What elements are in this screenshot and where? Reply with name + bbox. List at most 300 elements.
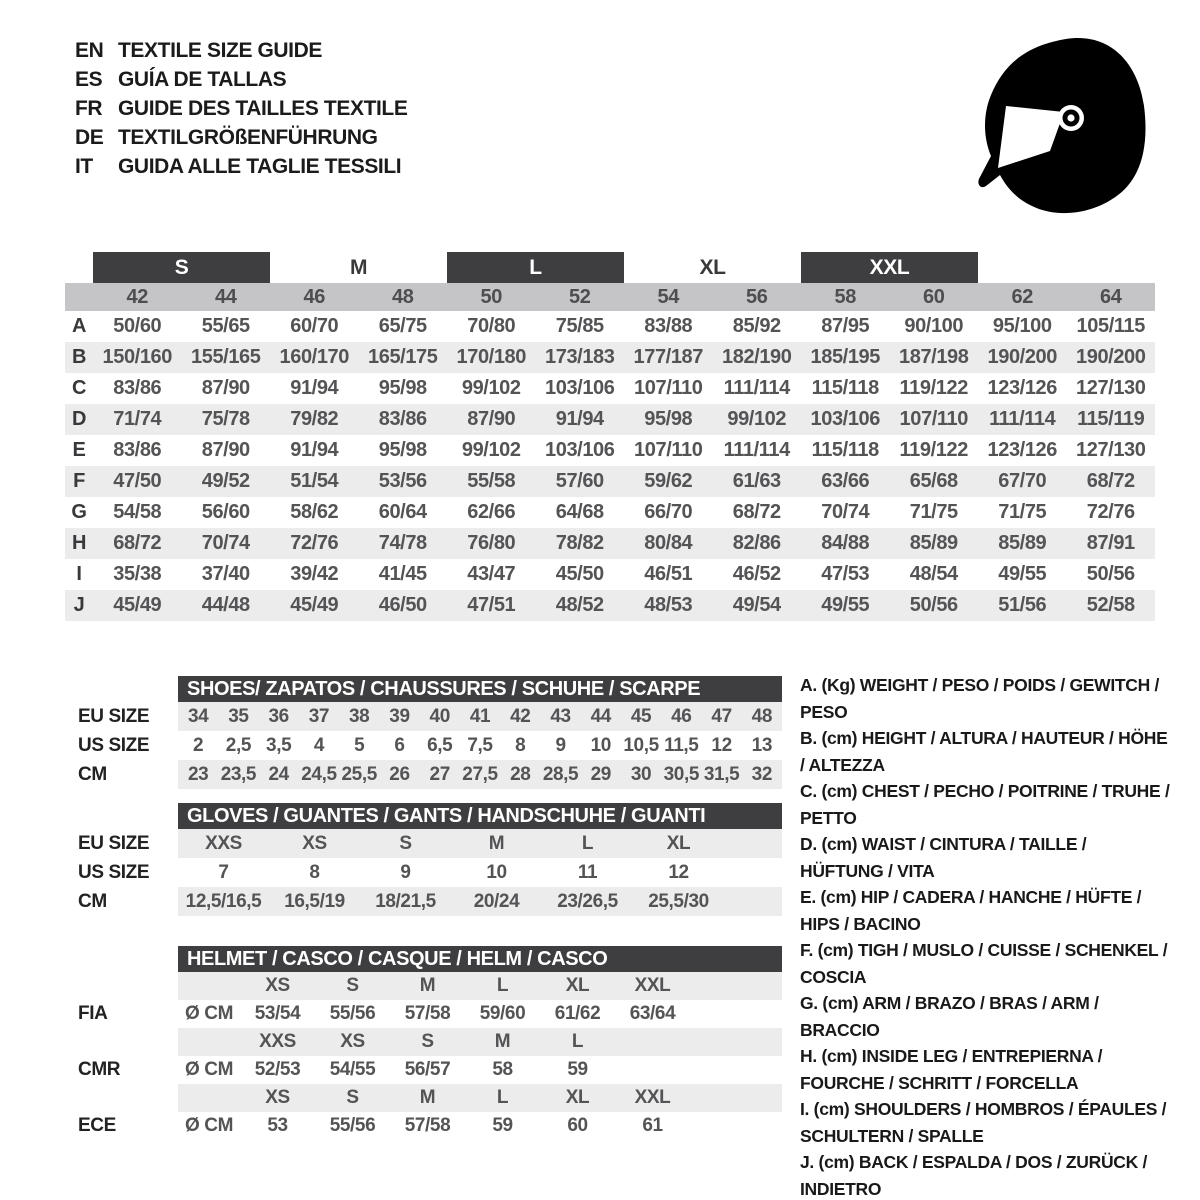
row-values	[178, 887, 782, 916]
table-row	[65, 342, 1155, 373]
table-cell: 63/64	[629, 1003, 676, 1024]
table-cell: 8	[515, 735, 526, 756]
table-cell: 45/50	[555, 563, 604, 585]
table-cell: M	[488, 833, 505, 854]
table-cell: 187/198	[899, 346, 969, 368]
table-cell: 123/126	[987, 439, 1057, 461]
table-cell: 59	[492, 1115, 513, 1136]
table-cell: 71/75	[909, 501, 958, 523]
row-label	[75, 1084, 178, 1112]
table-cell: 105/115	[1076, 315, 1145, 337]
helmet-icon	[972, 30, 1157, 218]
table-cell: 27,5	[462, 764, 498, 785]
table-cell: 103/106	[545, 439, 615, 461]
row-values	[178, 1000, 782, 1028]
row-label	[75, 1028, 178, 1056]
table-cell: 127/130	[1076, 377, 1146, 399]
row-label: E	[72, 439, 86, 461]
table-cell: 64/68	[555, 501, 604, 523]
table-cell: 18/21,5	[375, 891, 436, 912]
table-cell: 49/55	[821, 594, 870, 616]
table-cell: 70/80	[467, 315, 516, 337]
shoes-size-table	[75, 676, 782, 789]
table-row	[65, 311, 1155, 342]
table-cell: M	[419, 975, 436, 996]
table-cell: XXL	[634, 1087, 671, 1108]
table-cell: 76/80	[467, 532, 516, 554]
language-row	[75, 65, 407, 94]
table-cell: 25,5/30	[648, 891, 709, 912]
table-cell: 61/63	[732, 470, 781, 492]
table-row	[75, 829, 782, 858]
legend-item: D. (cm) WAIST / CINTURA / TAILLE / HÜFTUNG / VITA	[800, 834, 1087, 881]
column-header: 52	[569, 286, 591, 308]
row-values	[178, 1112, 782, 1140]
language-code: DE	[75, 126, 104, 149]
row-label: B	[71, 346, 87, 368]
table-cell: 12,5/16,5	[185, 891, 262, 912]
table-cell: 50/56	[1086, 563, 1135, 585]
table-cell: 63/66	[821, 470, 870, 492]
row-values	[178, 858, 782, 887]
table-cell: 49/54	[732, 594, 781, 616]
size-group-xxl: XXL	[801, 252, 978, 283]
gloves-table-header	[75, 803, 782, 829]
column-header: 54	[657, 286, 679, 308]
table-cell: XS	[302, 833, 327, 854]
table-cell: 28	[510, 764, 531, 785]
size-number-header-row	[65, 283, 1155, 311]
table-cell: 12	[668, 862, 689, 883]
column-header: 42	[126, 286, 148, 308]
table-cell: 82/86	[732, 532, 781, 554]
size-group-m: M	[349, 256, 368, 279]
table-cell: L	[571, 1031, 584, 1052]
table-cell: 49/52	[201, 470, 250, 492]
table-cell: 46/50	[378, 594, 427, 616]
table-row	[65, 559, 1155, 590]
language-code: EN	[75, 39, 104, 62]
table-cell: 11	[577, 862, 598, 883]
table-cell: 85/89	[909, 532, 958, 554]
table-cell: 115/119	[1077, 408, 1145, 430]
table-cell: 61	[642, 1115, 663, 1136]
table-cell: 182/190	[722, 346, 792, 368]
table-cell: 23	[187, 764, 209, 785]
legend-item: B. (cm) HEIGHT / ALTURA / HAUTEUR / HÖHE / ALTEZZA	[800, 728, 1168, 775]
table-cell: 53/56	[378, 470, 427, 492]
language-row	[75, 36, 407, 65]
row-values	[178, 1028, 782, 1056]
spacer	[75, 676, 178, 702]
table-cell: 190/200	[1076, 346, 1146, 368]
table-cell: XS	[265, 975, 290, 996]
table-cell: 119/122	[899, 439, 968, 461]
table-cell: 30,5	[663, 764, 700, 785]
row-label: US SIZE	[78, 862, 150, 883]
table-row	[65, 435, 1155, 466]
table-cell: 24,5	[301, 764, 337, 785]
language-row	[75, 123, 407, 152]
table-cell: 45	[630, 706, 652, 727]
guide-title: GUIDE DES TAILLES TEXTILE	[118, 97, 408, 120]
table-cell	[615, 1056, 690, 1084]
table-cell: 9	[555, 735, 566, 756]
table-cell: L	[496, 1087, 509, 1108]
table-cell: 9	[400, 862, 411, 883]
column-header: 48	[392, 286, 414, 308]
column-header: 46	[303, 286, 325, 308]
table-cell: 2	[193, 735, 204, 756]
table-cell: 75/78	[201, 408, 250, 430]
table-cell: 54/58	[113, 501, 162, 523]
table-row	[65, 404, 1155, 435]
table-row	[75, 1112, 782, 1140]
language-code: FR	[75, 97, 103, 120]
table-cell: 3,5	[266, 735, 292, 756]
helmet-size-table	[75, 946, 782, 1140]
table-cell: XXL	[634, 975, 671, 996]
table-cell: 7,5	[467, 735, 493, 756]
table-cell: 6	[394, 735, 405, 756]
table-cell: 55/58	[467, 470, 516, 492]
table-cell: 52/53	[254, 1059, 301, 1080]
table-cell: 150/160	[102, 346, 172, 368]
column-header: 62	[1011, 286, 1033, 308]
table-row	[65, 373, 1155, 404]
legend-item: G. (cm) ARM / BRAZO / BRAS / ARM / BRACCIO	[800, 993, 1099, 1040]
shoes-table-header	[75, 676, 782, 702]
table-cell: 39	[389, 706, 410, 727]
column-header: 50	[480, 286, 502, 308]
table-cell: 155/165	[191, 346, 261, 368]
table-cell: 37/40	[201, 563, 250, 585]
table-row	[75, 972, 782, 1000]
table-cell: S	[421, 1031, 434, 1052]
table-cell: 56/57	[404, 1059, 451, 1080]
size-group-xl: XL	[699, 256, 726, 279]
table-cell: 53/54	[254, 1003, 301, 1024]
table-row	[75, 760, 782, 789]
table-row	[65, 528, 1155, 559]
table-cell: 95/98	[378, 377, 427, 399]
row-label: J	[73, 594, 85, 616]
row-label: F	[73, 470, 85, 492]
table-cell: 51/54	[290, 470, 339, 492]
table-cell: 42	[510, 706, 531, 727]
size-group-s: S	[93, 252, 270, 283]
table-cell: 43	[550, 706, 571, 727]
table-cell: 84/88	[821, 532, 870, 554]
table-cell: 70/74	[201, 532, 250, 554]
table-cell: 48/52	[555, 594, 604, 616]
helmet-table-header	[75, 946, 782, 972]
table-cell: 23,5	[220, 764, 257, 785]
legend-item: J. (cm) BACK / ESPALDA / DOS / ZURÜCK / INDIETRO	[800, 1152, 1148, 1199]
row-label: C	[71, 377, 87, 399]
guide-title: GUÍA DE TALLAS	[118, 68, 287, 91]
table-cell: 2,5	[225, 735, 251, 756]
table-row	[65, 466, 1155, 497]
table-cell: S	[346, 975, 359, 996]
table-cell: 57/58	[404, 1003, 451, 1024]
table-cell: 16,5/19	[284, 891, 345, 912]
table-row	[65, 590, 1155, 621]
table-cell: 46/51	[644, 563, 693, 585]
table-cell: 55/56	[329, 1003, 376, 1024]
table-cell: 119/122	[899, 377, 968, 399]
table-row	[75, 1056, 782, 1084]
row-values	[178, 1056, 782, 1084]
table-cell: 72/76	[290, 532, 339, 554]
table-cell: 60	[567, 1115, 588, 1136]
column-header: 58	[834, 286, 856, 308]
table-row	[75, 1000, 782, 1028]
table-cell: 47/50	[113, 470, 162, 492]
table-cell: 160/170	[279, 346, 349, 368]
table-cell: 71/74	[113, 408, 162, 430]
table-cell: 123/126	[987, 377, 1057, 399]
table-cell: 90/100	[904, 315, 964, 337]
table-cell: 4	[313, 735, 325, 756]
table-cell: 56/60	[201, 501, 250, 523]
table-cell: XXS	[259, 1031, 296, 1052]
table-cell: 95/98	[378, 439, 427, 461]
table-cell: 52/58	[1086, 594, 1135, 616]
table-cell: 75/85	[555, 315, 604, 337]
table-cell: 107/110	[634, 377, 703, 399]
table-cell: 111/114	[723, 377, 790, 399]
language-code: IT	[75, 155, 93, 178]
row-label	[75, 972, 178, 1000]
table-cell: 27	[429, 764, 450, 785]
table-cell: 68/72	[732, 501, 781, 523]
table-cell: 5	[354, 735, 365, 756]
table-cell: 48	[751, 706, 773, 727]
row-label: D	[71, 408, 87, 430]
table-cell: 67/70	[998, 470, 1047, 492]
table-cell: 46/52	[732, 563, 781, 585]
row-label: I	[76, 563, 82, 585]
table-cell: 99/102	[461, 439, 521, 461]
table-cell: 7	[218, 862, 229, 883]
row-values	[178, 702, 782, 731]
table-cell: 87/90	[201, 377, 250, 399]
table-cell: 127/130	[1076, 439, 1146, 461]
table-cell: L	[581, 833, 594, 854]
table-cell: 47/53	[821, 563, 870, 585]
table-cell: 68/72	[113, 532, 162, 554]
table-cell: 115/118	[811, 377, 879, 399]
table-cell: 107/110	[899, 408, 968, 430]
row-values	[178, 1084, 782, 1112]
legend-item: E. (cm) HIP / CADERA / HANCHE / HÜFTE / HIPS / BACINO	[800, 887, 1142, 934]
table-cell: 30	[630, 764, 652, 785]
table-row	[75, 1084, 782, 1112]
table-cell: 23/26,5	[557, 891, 618, 912]
table-cell: 57/58	[404, 1115, 451, 1136]
language-row	[75, 94, 407, 123]
table-cell: 25,5	[341, 764, 377, 785]
table-cell: 45/49	[290, 594, 339, 616]
guide-title: TEXTILE SIZE GUIDE	[118, 39, 322, 62]
row-label: ECE	[78, 1115, 116, 1136]
helmet-table-body	[75, 972, 782, 1140]
table-cell: 59/62	[644, 470, 693, 492]
table-row	[75, 1028, 782, 1056]
table-cell: 51/56	[998, 594, 1047, 616]
table-cell: 32	[751, 764, 773, 785]
table-cell: 72/76	[1086, 501, 1135, 523]
table-cell: 111/114	[723, 439, 790, 461]
table-cell: 34	[187, 706, 209, 727]
gloves-table-title: GLOVES / GUANTES / GANTS / HANDSCHUHE / GUANTI	[178, 803, 782, 829]
table-cell: 83/86	[378, 408, 427, 430]
table-row	[75, 702, 782, 731]
table-cell: 103/106	[545, 377, 615, 399]
table-cell: 54/55	[329, 1059, 376, 1080]
table-cell: 177/187	[633, 346, 703, 368]
table-cell: 70/74	[821, 501, 870, 523]
table-cell: 57/60	[555, 470, 604, 492]
table-cell: 99/102	[727, 408, 787, 430]
legend-item: C. (cm) CHEST / PECHO / POITRINE / TRUHE / PETTO	[800, 781, 1170, 828]
column-header: 44	[215, 286, 237, 308]
table-cell: 60/70	[290, 315, 339, 337]
table-cell: XS	[340, 1031, 365, 1052]
table-cell: 83/86	[113, 439, 162, 461]
size-table-body	[65, 311, 1155, 621]
table-cell	[178, 972, 240, 1000]
table-cell: 13	[751, 735, 773, 756]
language-title-block	[75, 36, 407, 181]
size-group-header-row	[65, 252, 1155, 283]
table-cell	[178, 1028, 240, 1056]
table-cell: 36	[268, 706, 289, 727]
row-values	[178, 760, 782, 789]
row-label: CM	[78, 764, 107, 785]
table-cell: 66/70	[644, 501, 693, 523]
table-row	[75, 887, 782, 916]
table-cell: 41	[469, 706, 491, 727]
table-cell: 91/94	[290, 377, 339, 399]
row-label: CM	[78, 891, 107, 912]
spacer	[75, 803, 178, 829]
table-cell: 83/86	[113, 377, 162, 399]
row-label: H	[71, 532, 87, 554]
table-cell: 8	[309, 862, 320, 883]
table-cell: 83/88	[644, 315, 693, 337]
table-cell: 99/102	[461, 377, 521, 399]
legend-item: F. (cm) TIGH / MUSLO / CUISSE / SCHENKEL / COSCIA	[800, 940, 1168, 987]
legend-item: I. (cm) SHOULDERS / HOMBROS / ÉPAULES / SCHULTERN / SPALLE	[800, 1099, 1167, 1146]
table-cell: XL	[565, 1087, 590, 1108]
spacer	[65, 252, 93, 283]
table-cell: 35	[228, 706, 249, 727]
table-cell: 65/68	[909, 470, 958, 492]
row-label: FIA	[78, 1003, 108, 1024]
table-cell: 59	[567, 1059, 588, 1080]
table-cell: 91/94	[555, 408, 604, 430]
table-row	[75, 858, 782, 887]
gloves-table-body	[75, 829, 782, 916]
table-cell: 29	[590, 764, 611, 785]
table-cell: 107/110	[634, 439, 703, 461]
row-values	[178, 972, 782, 1000]
table-cell: L	[496, 975, 509, 996]
table-cell: 48/53	[644, 594, 693, 616]
table-cell: 68/72	[1086, 470, 1135, 492]
shoes-table-body	[75, 702, 782, 789]
table-cell: 40	[429, 706, 450, 727]
table-cell: 28,5	[542, 764, 579, 785]
table-cell: 49/55	[998, 563, 1047, 585]
table-cell: 44	[590, 706, 611, 727]
row-label: EU SIZE	[78, 833, 150, 854]
legend-item: H. (cm) INSIDE LEG / ENTREPIERNA / FOURCHE / SCHRITT / FORCELLA	[800, 1046, 1103, 1093]
table-cell: XXS	[205, 833, 242, 854]
table-cell: 58/62	[290, 501, 339, 523]
table-cell: Ø CM	[184, 1059, 233, 1080]
table-cell: 45/49	[113, 594, 162, 616]
table-cell: 48/54	[909, 563, 958, 585]
table-cell: 85/89	[998, 532, 1047, 554]
table-cell: 62/66	[467, 501, 516, 523]
column-header: 64	[1100, 286, 1122, 308]
table-row	[65, 497, 1155, 528]
table-cell: 26	[389, 764, 410, 785]
table-cell: 47/51	[467, 594, 516, 616]
textile-size-table	[65, 252, 1155, 621]
table-cell: 50/56	[909, 594, 958, 616]
row-label: EU SIZE	[78, 706, 150, 727]
spacer	[65, 283, 93, 311]
table-cell: 50/60	[113, 315, 162, 337]
table-cell: 55/56	[329, 1115, 376, 1136]
measurement-legend	[800, 672, 1172, 1200]
row-label: CMR	[78, 1059, 121, 1080]
legend-item: A. (Kg) WEIGHT / PESO / POIDS / GEWITCH / PESO	[800, 675, 1160, 722]
table-cell: 44/48	[201, 594, 250, 616]
table-cell: 165/175	[368, 346, 438, 368]
table-cell: 71/75	[998, 501, 1047, 523]
table-cell: 87/95	[821, 315, 870, 337]
table-cell: 115/118	[811, 439, 879, 461]
row-values	[178, 829, 782, 858]
guide-title: TEXTILGRÖßENFÜHRUNG	[118, 126, 378, 149]
language-row	[75, 152, 407, 181]
shoes-table-title: SHOES/ ZAPATOS / CHAUSSURES / SCHUHE / SCARPE	[178, 676, 782, 702]
table-cell: 37	[308, 706, 330, 727]
table-cell: 11,5	[664, 735, 699, 756]
table-cell: 190/200	[987, 346, 1057, 368]
table-cell: 111/114	[989, 408, 1056, 430]
table-cell: XL	[565, 975, 590, 996]
column-header: 56	[746, 286, 768, 308]
table-cell: 55/65	[201, 315, 250, 337]
table-cell: 170/180	[456, 346, 526, 368]
table-cell: 38	[349, 706, 370, 727]
table-cell: M	[419, 1087, 436, 1108]
table-cell: 39/42	[290, 563, 339, 585]
table-cell: 35/38	[113, 563, 162, 585]
language-code: ES	[75, 68, 103, 91]
table-cell: M	[494, 1031, 511, 1052]
table-cell: 78/82	[555, 532, 604, 554]
table-cell: 85/92	[732, 315, 781, 337]
table-cell: 91/94	[290, 439, 339, 461]
table-cell: 46	[671, 706, 692, 727]
